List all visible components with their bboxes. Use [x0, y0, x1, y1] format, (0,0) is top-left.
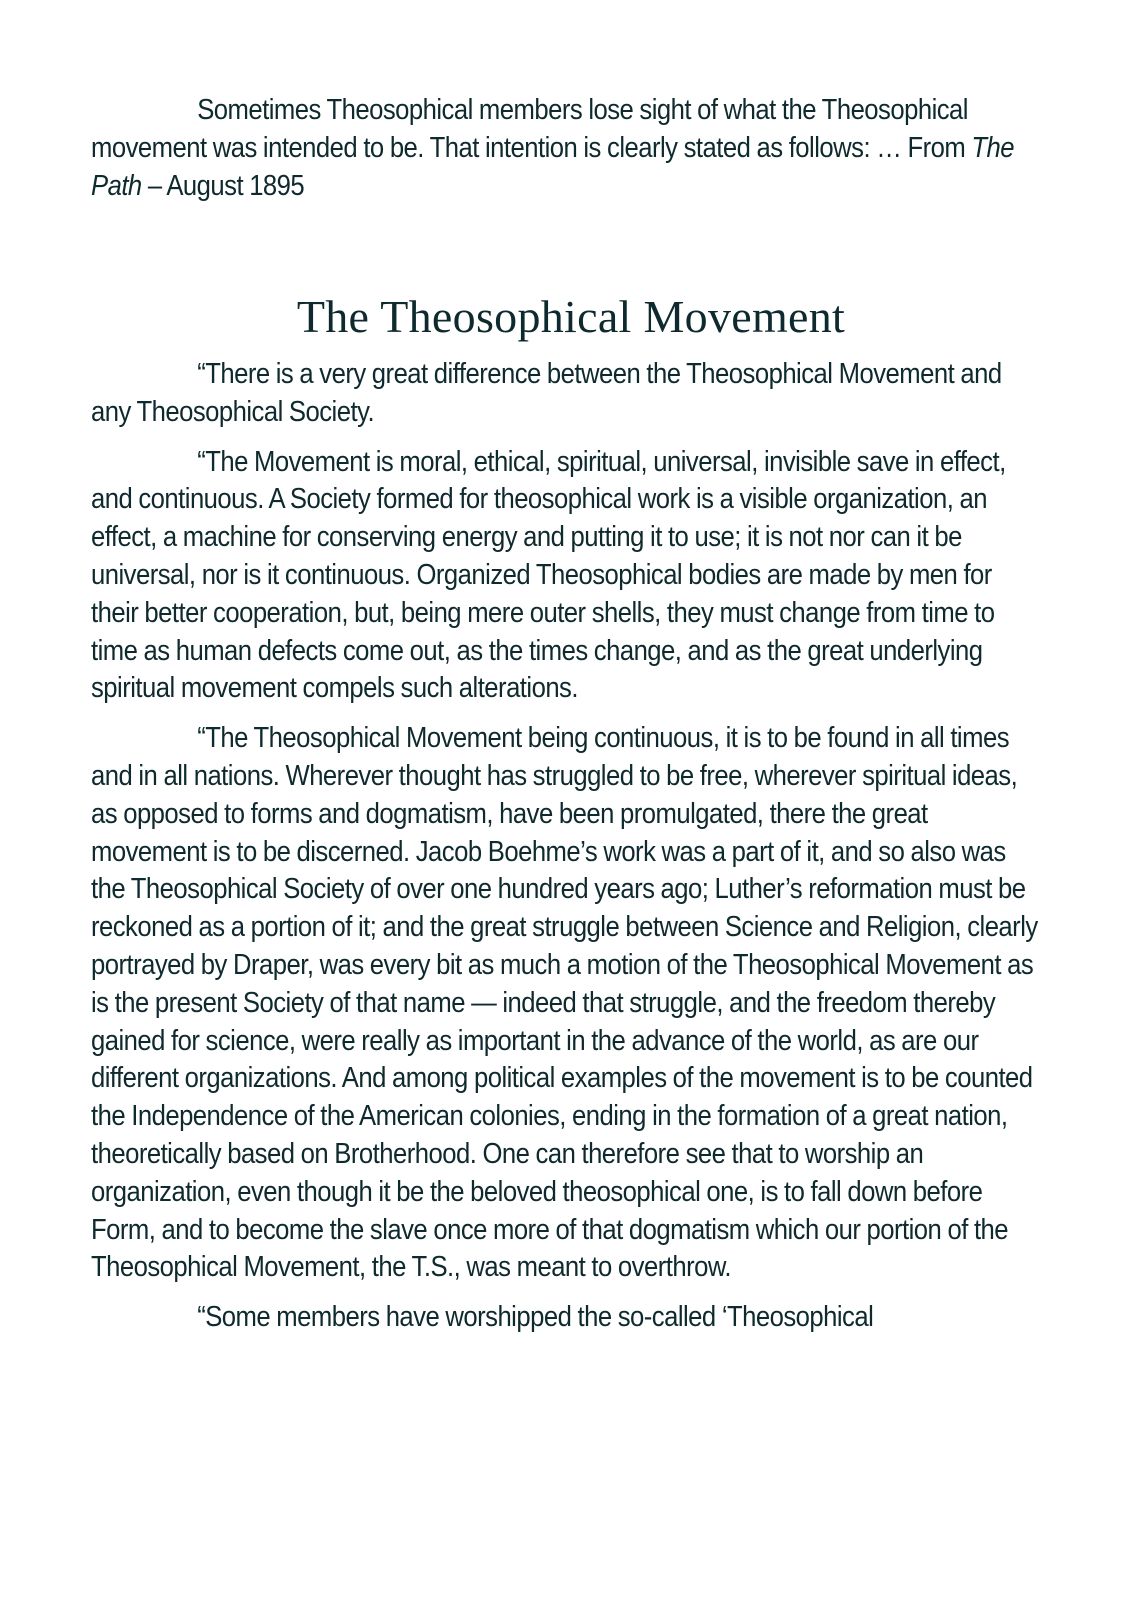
document-page	[91, 92, 1131, 1334]
source-title: The Path	[91, 131, 1015, 202]
intro-paragraph	[91, 92, 1038, 205]
article-paragraph-1: “There is a very great difference between the Theosophical Movement and any Theosophical Society.	[91, 358, 1002, 428]
article-paragraph-2: “The Movement is moral, ethical, spiritual, universal, invisible save in effect, and continuous. A Society formed for theosophical work is a visible organization, an effect, a machine for conserving energy and putting it to use; it is not nor can it be universal, nor is it continuous. Organized Theosophical bodies are made by men for their better cooperation, but, being mere outer shells, they must change from time to time as human defects come out, as the times change, and as the great underlying spiritual movement compels such alterations.	[91, 445, 1006, 705]
article-paragraph-3: “The Theosophical Movement being continuous, it is to be found in all times and in all nations. Wherever thought has struggled to be free, wherever spiritual ideas, as opposed to forms and dogmatism, have been promulgated, there the great movement is to be discerned. Jacob Boehme’s work was a part of it, and so also was the Theosophical Society of over one hundred years ago; Luther’s reformation must be reckoned as a portion of it; and the great struggle between Science and Religion, clearly portrayed by Draper, was every bit as much a motion of the Theosophical Movement as is the present Society of that name — indeed that struggle, and the freedom thereby gained for science, were really as important in the advance of the world, as are our different organizations. And among political examples of the movement is to be counted the Independence of the American colonies, ending in the formation of a great nation, theoretically based on Brotherhood. One can therefore see that to worship an organization, even though it be the beloved theosophical one, is to fall down before Form, and to become the slave once more of that dogmatism which our portion of the Theosophical Movement, the T.S., was meant to overthrow.	[91, 722, 1038, 1284]
article-title: The Theosophical Movement	[296, 291, 846, 342]
article-body	[91, 356, 1142, 1337]
article-paragraph-4: “Some members have worshipped the so-called ‘Theosophical	[197, 1301, 874, 1334]
intro-text-before: Sometimes Theosophical members lose sight of what the Theosophical movement was intended to be. That intention is clearly stated as follows: … From	[91, 94, 972, 164]
intro-text-after: – August 1895	[141, 169, 305, 202]
